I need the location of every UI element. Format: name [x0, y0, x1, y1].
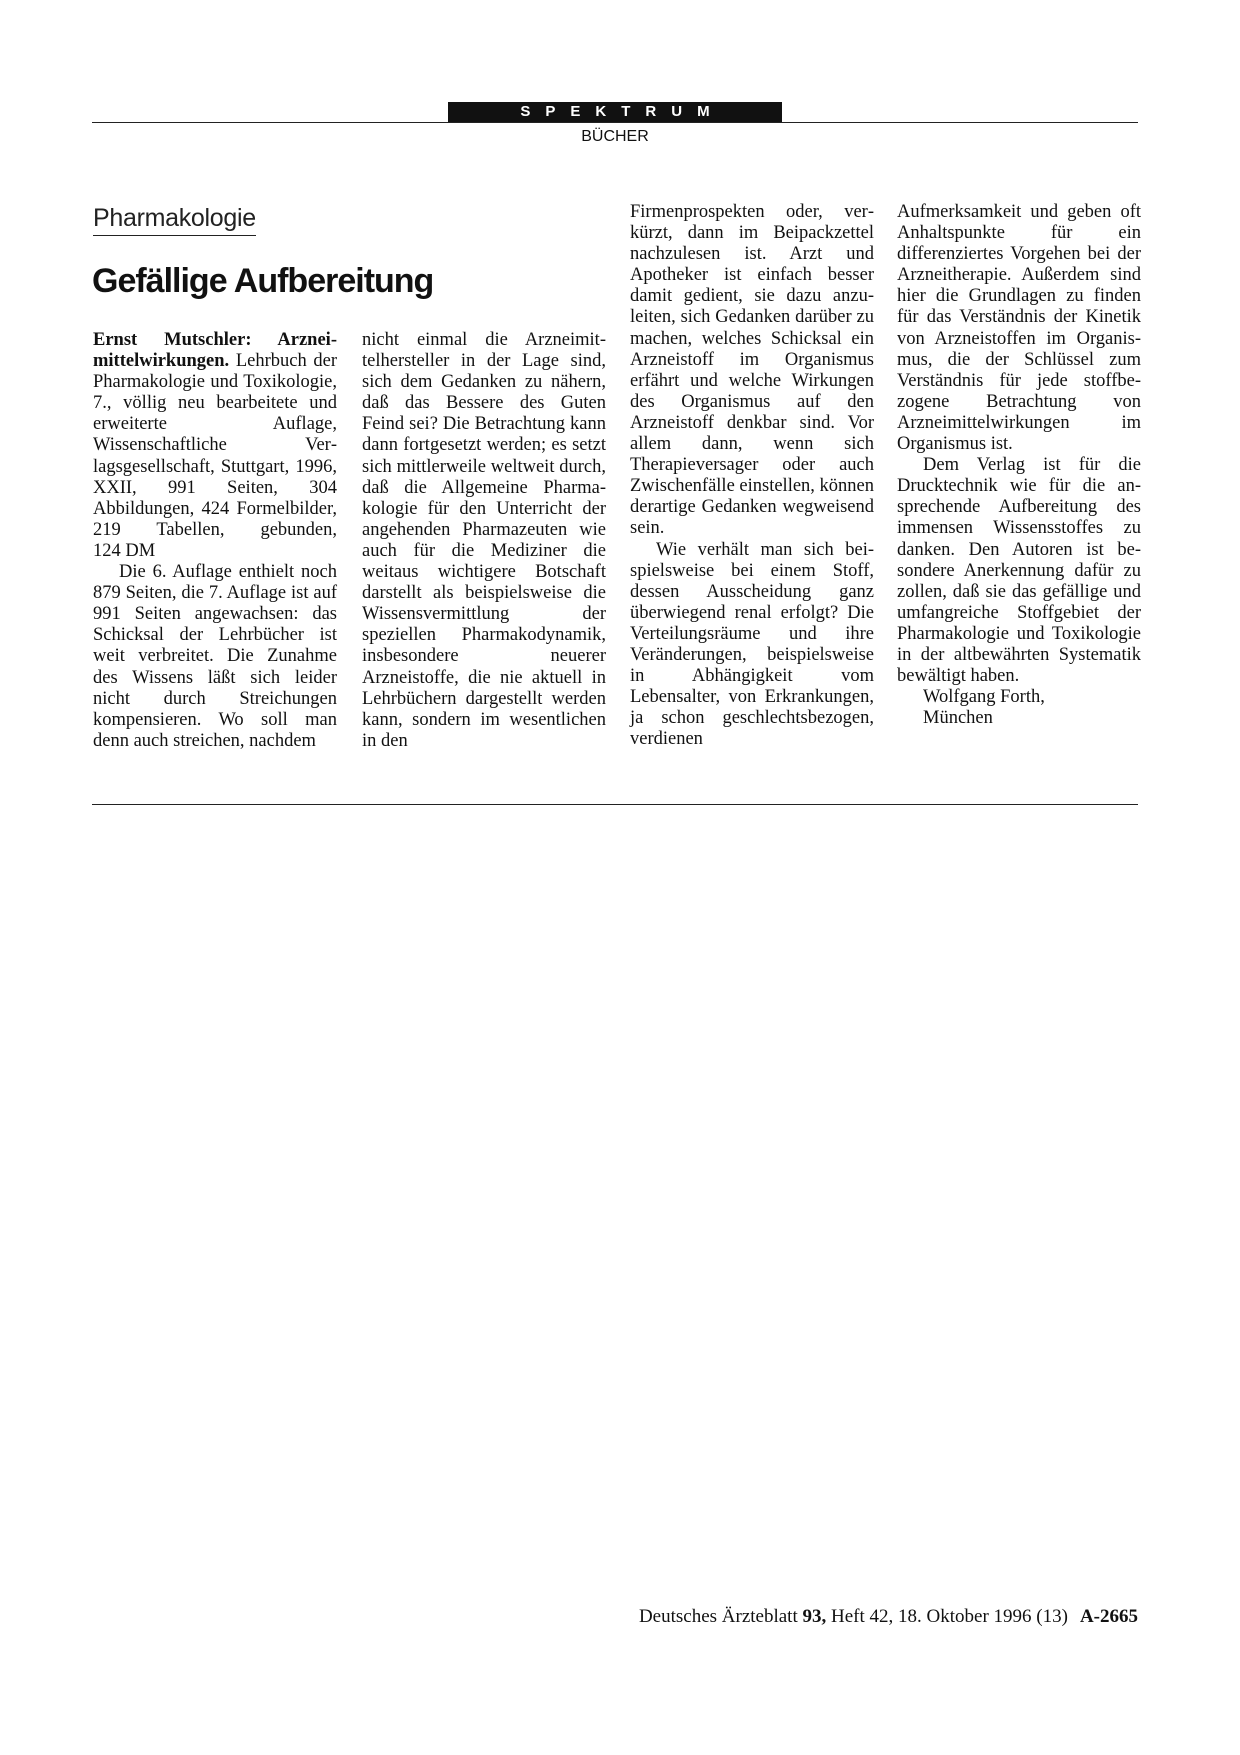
paragraph-continued: Firmenprospekten oder, verkürzt, dann im Beipackzettel nachzulesen ist. Arzt und Apotheker ist einfach besser damit gedient, sie dazu anzuleiten, sich Gedanken darüber zu machen, welches Schicksal ein Arzneistoff im Organismus erfährt und welche Wirkungen des Organismus auf den Arzneistoff denkbar sind. Vor allem dann, wenn sich Therapieversager oder auch Zwischenfälle einstellen, können derartige Gedanken wegweisend sein. [630, 202, 875, 539]
rubric: Pharmakologie [93, 204, 256, 236]
text-column-4 [897, 202, 1141, 729]
article-end-rule [92, 804, 1138, 805]
issue-info: Heft 42, 18. Oktober 1996 (13) [831, 1606, 1068, 1627]
book-reference-title: Ernst Mutschler: Arzneimittelwirkungen. [93, 330, 337, 372]
text-column-2 [362, 330, 606, 752]
text-column-1 [93, 330, 337, 752]
page-number: A-2665 [1079, 1606, 1138, 1627]
paragraph-continued: Aufmerksamkeit und geben oft Anhaltspunkte für ein differenziertes Vorgehen bei der Arzneitherapie. Außerdem sind hier die Grundlagen zu finden für das Verständnis der Kinetik von Arzneistoffen im Organismus, die der Schlüssel zum Verständnis für jede stoffbezogene Betrachtung von Arzneimittelwirkungen im Organismus ist. [897, 202, 1141, 455]
journal-name: Deutsches Ärzteblatt [638, 1606, 798, 1627]
header-rule [92, 122, 1138, 123]
text-column-3 [630, 202, 874, 750]
section-label: BÜCHER [581, 128, 649, 145]
author-city: München [923, 708, 993, 729]
paragraph: Dem Verlag ist für die Drucktechnik wie für die ansprechende Aufbereitung des immensen Wissensstoffes zu danken. Den Autoren ist besondere Anerkennung dafür zu zollen, daß sie das gefällige und umfangreiche Stoffgebiet der Pharmakologie und Toxikologie in der altbewährten Systematik bewältigt haben. [897, 455, 1141, 687]
section-band: SPEKTRUM [448, 102, 782, 122]
paragraph: Wie verhält man sich beispielsweise bei einem Stoff, dessen Ausscheidung ganz überwiegend renal erfolgt? Die Verteilungsräume und ihre Veränderungen, beispielsweise in Abhängigkeit vom Lebensalter, von Erkrankungen, ja schon geschlechtsbezogen, verdienen [630, 539, 874, 750]
page-footer [639, 1606, 1138, 1628]
book-reference: Ernst Mutschler: Arzneimittelwirkungen. Lehrbuch der Pharmakologie und Toxikologie, 7., völlig neu bearbeitete und erweiterte Auflage, Wissenschaftliche Verlagsgesellschaft, Stuttgart, 1996, XXII, 991 Seiten, 304 Abbildungen, 424 Formelbilder, 219 Tabellen, gebunden, 124 DM [93, 330, 337, 561]
paragraph: Die 6. Auflage enthielt noch 879 Seiten, die 7. Auflage ist auf 991 Seiten angewachsen: das Schicksal der Lehrbücher ist weit verbreitet. Die Zunahme des Wissens läßt sich leider nicht durch Streichungen kompensieren. Wo soll man denn auch streichen, nachdem [93, 562, 337, 751]
paragraph-continued: nicht einmal die Arzneimittelhersteller in der Lage sind, sich dem Gedanken zu nähern, daß das Bessere des Guten Feind sei? Die Betrachtung kann dann fortgesetzt werden; es setzt sich mittlerweile weltweit durch, daß die Allgemeine Pharmakologie für den Unterricht der angehenden Pharmazeuten wie auch für die Mediziner die weitaus wichtigere Botschaft darstellt als beispielsweise die Wissensvermittlung der speziellen Pharmakodynamik, insbesondere neuerer Arzneistoffe, die nie aktuell in Lehrbüchern dargestellt werden kann, sondern im wesentlichen in den [362, 330, 606, 751]
author-name: Wolfgang Forth, [923, 687, 1045, 708]
article-headline: Gefällige Aufbereitung [92, 262, 434, 300]
journal-volume: 93, [802, 1606, 827, 1627]
